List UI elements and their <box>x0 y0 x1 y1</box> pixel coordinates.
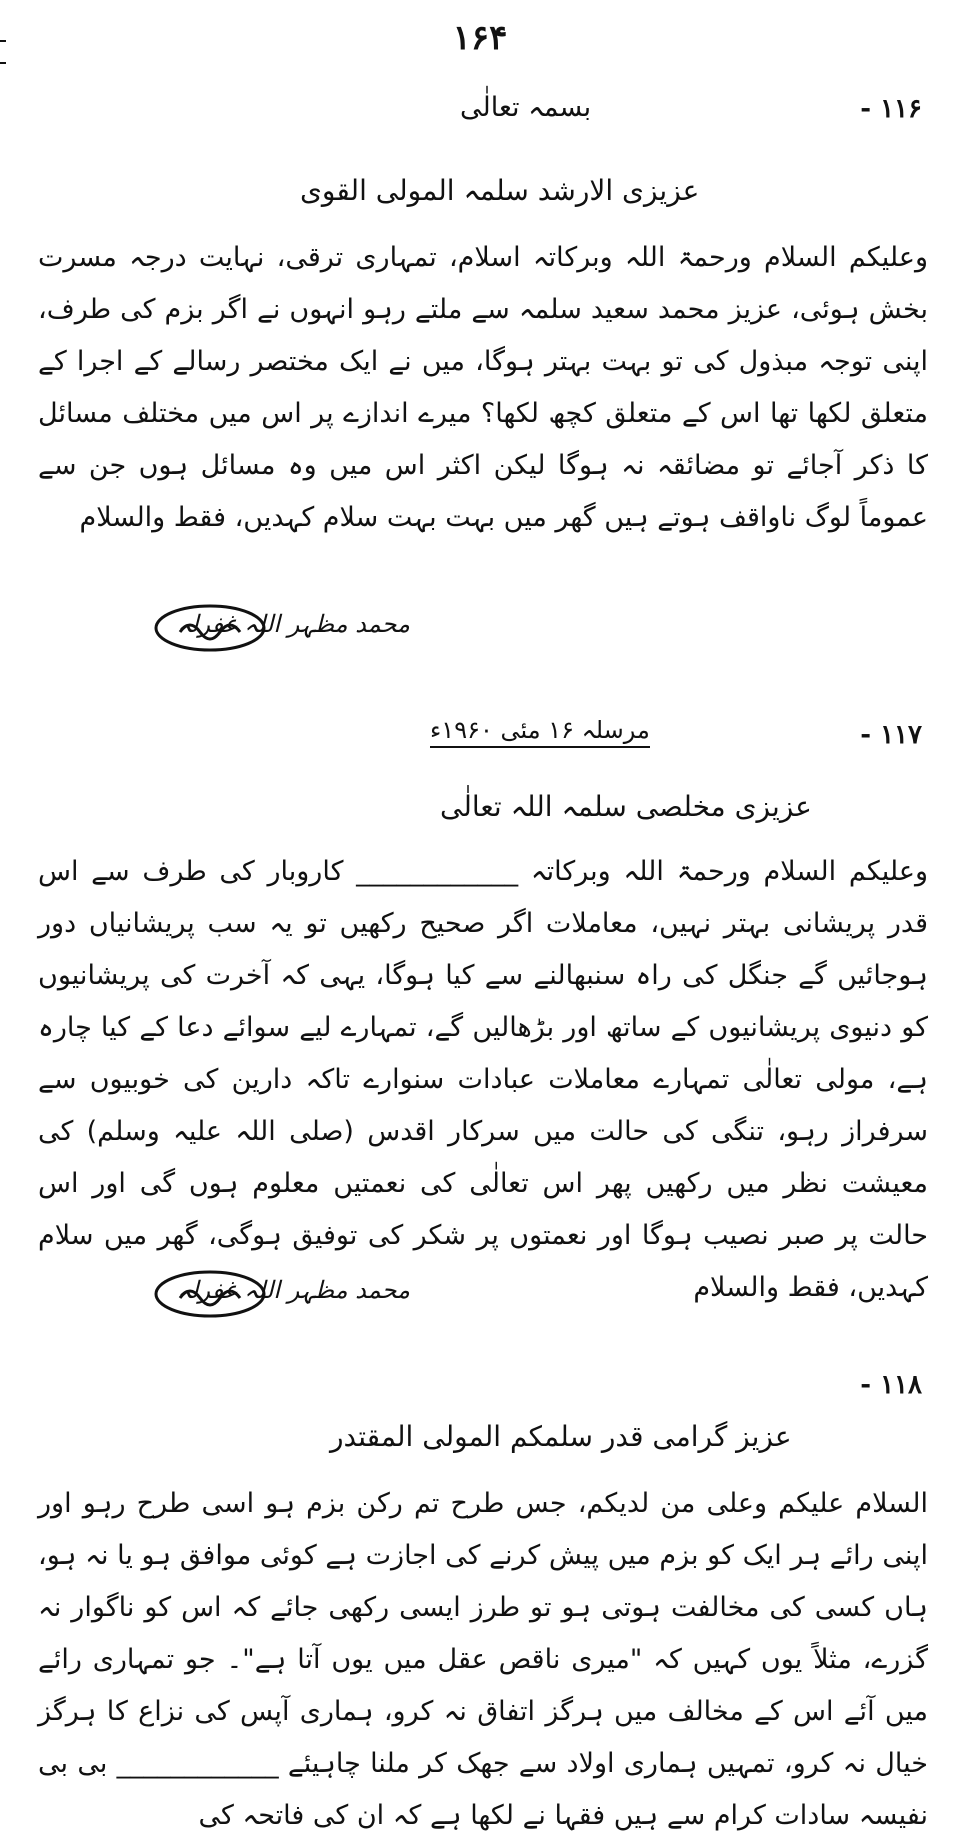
letter-paragraph: وعلیکم السلام ورحمۃ اللہ وبرکاتہ ____________ کاروبار کی طرف سے اس قدر پریشانی بہتر نہیں، معاملات اگر صحیح رکھیں تو یہ سب پریشانیاں دور ہوجائیں گے جنگل کی راہ سنبھالنے سے کیا ہوگا، یہی کہ آخرت کی پریشانیوں کو دنیوی پریشانیوں کے ساتھ اور بڑھالیں گے، تمہارے لیے سوائے دعا کے کیا چارہ ہے، مولی تعالٰی تمہارے معاملات عبادات سنوارے تاکہ دارین کی خوبیوں سے سرفراز رہو، تنگی کی حالت میں سرکار اقدس (صلی اللہ علیہ وسلم) کی معیشت نظر میں رکھیں پھر اس تعالٰی کی نعمتیں معلوم ہوں گی اور اس حالت پر صبر نصیب ہوگا اور نعمتوں پر شکر کی توفیق ہوگی، گھر میں سلام کہدیں، فقط والسلام <box>38 856 928 1303</box>
letter-salutation: عزیزی مخلصی سلمہ اللہ تعالٰی <box>440 790 812 823</box>
letter-paragraph: وعلیکم السلام ورحمۃ اللہ وبرکاتہ اسلام، تمہاری ترقی، نہایت درجہ مسرت بخش ہوئی، عزیز محمد سعید سلمہ سے ملتے رہو انہوں نے اگر بزم کی طرف، اپنی توجہ مبذول کی تو بہت بہتر ہوگا، میں نے ایک مختصر رسالے کے اجرا کے متعلق لکھا تھا اس کے متعلق کچھ لکھا؟ میرے اندازے پر اس میں مختلف مسائل کا ذکر آجائے تو مضائقہ نہ ہوگا لیکن اکثر اس میں وہ مسائل ہوں جن سے عموماً لوگ ناواقف ہوتے ہیں گھر میں بہت بہت سلام کہدیں، فقط والسلام <box>38 242 928 533</box>
letter-number: ۱۱۶ - <box>860 94 922 124</box>
letter-paragraph: السلام علیکم وعلی من لدیکم، جس طرح تم رکن بزم ہو اسی طرح رہو اور اپنی رائے ہر ایک کو بزم میں پیش کرنے کی اجازت ہے کوئی موافق ہو یا نہ ہو، ہاں کسی کی مخالفت ہوتی ہو تو طرز ایسی رکھی جائے کہ اس کو ناگوار نہ گزرے، مثلاً یوں کہیں کہ "میری ناقص عقل میں یوں آتا ہے"۔ جو تمہاری رائے میں آئے اس کے مخالف میں ہرگز اتفاق نہ کرو، ہماری آپس کی نزاع کا ہرگز خیال نہ کرو، تمہیں ہماری اولاد سے جھک کر ملنا چاہیئے ____________ بی بی نفیسہ سادات کرام سے ہیں فقہا نے لکھا ہے کہ ان کی فاتحہ کی <box>38 1488 928 1831</box>
page-number: ۱۶۴ <box>452 18 508 58</box>
letter-body <box>38 232 928 544</box>
letter-date: مرسلہ ۱۶ مئی ۱۹۶۰ء <box>430 716 650 748</box>
letter-number: ۱۱۸ - <box>860 1370 922 1400</box>
letter-number: ۱۱۷ - <box>860 720 922 750</box>
margin-mark <box>0 62 6 64</box>
letter-body <box>38 846 928 1314</box>
letter-salutation: عزیز گرامی قدر سلمکم المولی المقتدر <box>330 1420 792 1453</box>
signature-text: محمد مظہر اللہ غفرلہ <box>177 1276 410 1304</box>
letter-heading: بسمہ تعالٰی <box>460 92 592 123</box>
letter-salutation: عزیزی الارشد سلمہ المولی القوی <box>300 174 700 207</box>
signature <box>150 598 410 660</box>
letter-body <box>38 1478 928 1842</box>
signature <box>150 1264 410 1326</box>
signature-text: محمد مظہر اللہ غفرلہ <box>177 610 410 638</box>
